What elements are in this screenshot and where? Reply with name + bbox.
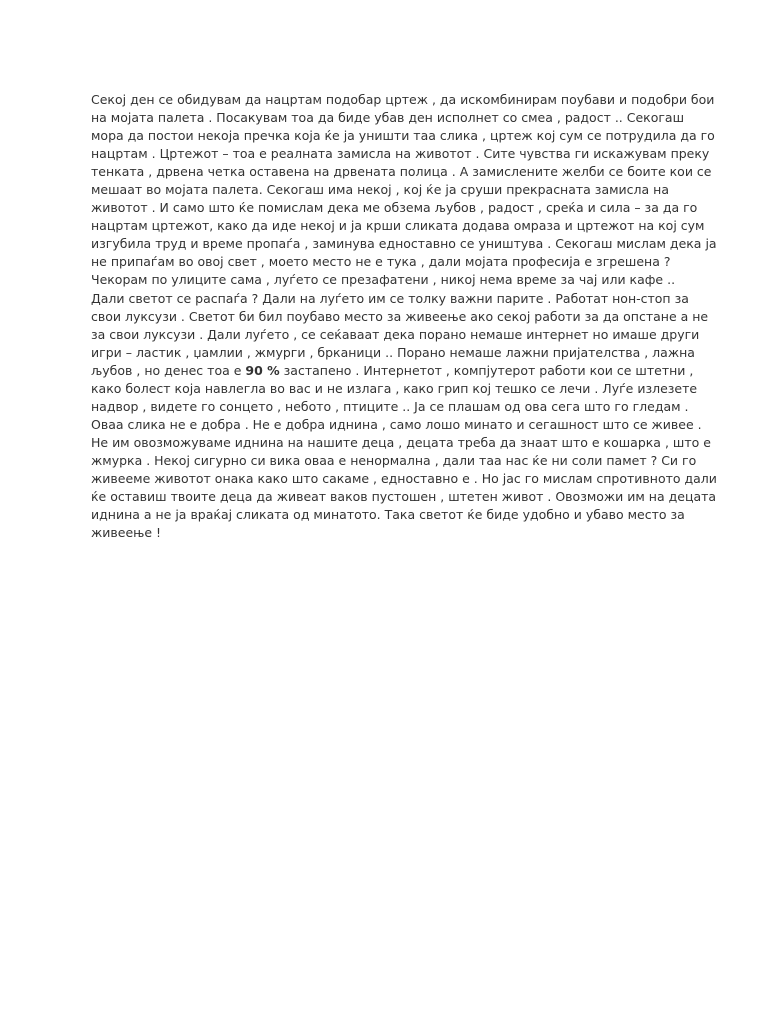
text-line: изгубила труд и време пропаѓа , заминува едноставно се уништува . Секогаш мислам дека ја — [91, 236, 717, 252]
text-line: Не им овозможуваме иднина на нашите деца , децата треба да знаат што е кошарка , што е — [91, 434, 711, 450]
text-line: иднина а не ја враќај сликата од минатото. Така светот ќе биде удобно и убаво место за — [91, 507, 685, 523]
text-line: живеење ! — [91, 525, 162, 541]
text-line: мора да постои некоја пречка која ќе ја уништи таа слика , цртеж кој сум се потрудила да го — [91, 128, 715, 144]
text-line: мешаат во мојата палета. Секогаш има некој , кој ќе ја сруши прекрасната замисла на — [91, 182, 669, 198]
text-line: не припаѓам во овој свет , моето место не е тука , дали мојата професија е згрешена ? — [91, 254, 671, 270]
text-line: живееме животот онака како што сакаме , едноставно е . Но јас го мислам спротивното дали — [91, 470, 717, 486]
text-line: тенката , дрвена четка оставена на дрвената полица . А замислените желби се боите кои се — [91, 164, 712, 180]
text-segment: застапено . Интернетот , компјутерот работи кои се штетни , — [279, 362, 694, 378]
text-line: игри – ластик , џамлии , жмурги , брканици .. Порано немаше лажни пријателства , лажна — [91, 344, 695, 360]
text-line: како болест која навлегла во вас и не излага , како грип кој тешко се лечи . Луѓе излезете — [91, 380, 698, 396]
text-line: нацртам цртежот, како да иде некој и ја крши сликата додава омраза и цртежот на кој сум — [91, 218, 705, 234]
text-line: за свои луксузи . Дали луѓето , се сеќаваат дека порано немаше интернет но имаше други — [91, 326, 700, 342]
text-line: на мојата палета . Посакувам тоа да биде убав ден исполнет со смеа , радост .. Секогаш — [91, 110, 685, 126]
text-line-with-percent — [91, 362, 694, 380]
text-line: Дали светот се распаѓа ? Дали на луѓето им се толку важни парите . Работат нон-стоп за — [91, 290, 689, 306]
text-line: жмурка . Некој сигурно си вика оваа е ненормална , дали таа нас ќе ни соли памет ? Си го — [91, 452, 697, 468]
text-line: надвор , видете го сонцето , небото , птиците .. Ја се плашам од ова сега што го гледам . — [91, 398, 689, 414]
text-line: Оваа слика не е добра . Не е добра иднина , само лошо минато и сегашност што се живее . — [91, 416, 702, 432]
text-segment: љубов , но денес тоа е — [91, 362, 246, 378]
text-line: Секој ден се обидувам да нацртам подобар цртеж , да искомбинирам поубави и подобри бои — [91, 92, 715, 107]
percent-value: 90 % — [245, 362, 280, 378]
text-line: Чекорам по улиците сама , луѓето се презафатени , никој нема време за чај или кафе .. — [91, 272, 676, 288]
essay-text — [91, 91, 717, 542]
text-line: животот . И само што ќе помислам дека ме обзема љубов , радост , среќа и сила – за да го — [91, 200, 698, 216]
text-line: нацртам . Цртежот – тоа е реалната замисла на животот . Сите чувства ги искажувам преку — [91, 146, 710, 162]
text-line: свои луксузи . Светот би бил поубаво место за живеење ако секој работи за да опстане а не — [91, 308, 709, 324]
text-line: ќе оставиш твоите деца да живеат ваков пустошен , штетен живот . Овозможи им на децата — [91, 489, 717, 505]
